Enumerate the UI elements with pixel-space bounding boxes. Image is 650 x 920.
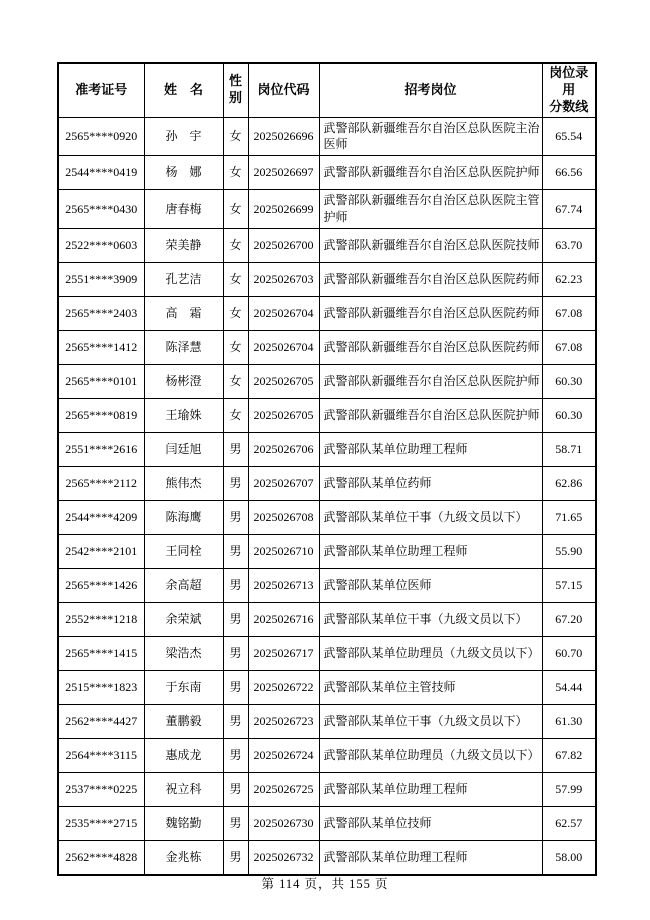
position-cell: 武警部队某单位助理员（九级文员以下）: [319, 738, 542, 772]
table-row: [58, 117, 596, 156]
table-row: [58, 156, 596, 190]
code-cell: 2025026717: [248, 636, 319, 670]
name-cell: 荣美静: [144, 228, 223, 262]
name-cell: 陈海鹰: [144, 500, 223, 534]
table-row: [58, 228, 596, 262]
position-cell: 武警部队某单位助理工程师: [319, 840, 542, 875]
gender-cell: 男: [223, 704, 248, 738]
code-cell: 2025026706: [248, 432, 319, 466]
position-cell: 武警部队某单位助理员（九级文员以下）: [319, 636, 542, 670]
position-cell: 武警部队新疆维吾尔自治区总队医院药师: [319, 296, 542, 330]
table-row: [58, 330, 596, 364]
position-cell: 武警部队某单位助理工程师: [319, 534, 542, 568]
name-cell: 杨彬澄: [144, 364, 223, 398]
score-table: [57, 62, 597, 876]
name-cell: 余荣斌: [144, 602, 223, 636]
score-cell: 67.74: [542, 190, 596, 229]
exam-no-cell: 2515****1823: [58, 670, 144, 704]
code-cell: 2025026713: [248, 568, 319, 602]
score-cell: 60.30: [542, 398, 596, 432]
code-cell: 2025026700: [248, 228, 319, 262]
name-cell: 王瑜姝: [144, 398, 223, 432]
exam-no-cell: 2562****4427: [58, 704, 144, 738]
code-cell: 2025026696: [248, 117, 319, 156]
name-cell: 熊伟杰: [144, 466, 223, 500]
code-cell: 2025026704: [248, 296, 319, 330]
col-header-gender-line1: 性: [228, 73, 242, 89]
gender-cell: 女: [223, 296, 248, 330]
code-cell: 2025026708: [248, 500, 319, 534]
exam-no-cell: 2565****0101: [58, 364, 144, 398]
score-cell: 57.99: [542, 772, 596, 806]
exam-no-cell: 2565****1412: [58, 330, 144, 364]
position-cell: 武警部队新疆维吾尔自治区总队医院技师: [319, 228, 542, 262]
gender-cell: 女: [223, 262, 248, 296]
table-row: [58, 840, 596, 875]
score-cell: 67.08: [542, 296, 596, 330]
score-cell: 60.70: [542, 636, 596, 670]
code-cell: 2025026710: [248, 534, 319, 568]
position-cell: 武警部队新疆维吾尔自治区总队医院护师: [319, 398, 542, 432]
table-row: [58, 534, 596, 568]
table-row: [58, 398, 596, 432]
name-cell: 于东南: [144, 670, 223, 704]
exam-no-cell: 2565****0920: [58, 117, 144, 156]
position-cell: 武警部队新疆维吾尔自治区总队医院主管护师: [319, 190, 542, 229]
exam-no-cell: 2522****0603: [58, 228, 144, 262]
code-cell: 2025026705: [248, 398, 319, 432]
name-cell: 高 霜: [144, 296, 223, 330]
gender-cell: 女: [223, 228, 248, 262]
col-header-gender: [223, 63, 248, 117]
position-cell: 武警部队某单位干事（九级文员以下）: [319, 704, 542, 738]
gender-cell: 男: [223, 534, 248, 568]
position-cell: 武警部队某单位助理工程师: [319, 772, 542, 806]
table-row: [58, 296, 596, 330]
table-row: [58, 262, 596, 296]
code-cell: 2025026723: [248, 704, 319, 738]
exam-no-cell: 2551****2616: [58, 432, 144, 466]
gender-cell: 男: [223, 670, 248, 704]
code-cell: 2025026704: [248, 330, 319, 364]
position-cell: 武警部队某单位主管技师: [319, 670, 542, 704]
score-cell: 67.20: [542, 602, 596, 636]
code-cell: 2025026725: [248, 772, 319, 806]
score-cell: 58.71: [542, 432, 596, 466]
exam-no-cell: 2565****0819: [58, 398, 144, 432]
name-cell: 金兆栋: [144, 840, 223, 875]
col-header-score-line1: 岗位录用: [549, 65, 589, 97]
position-cell: 武警部队某单位药师: [319, 466, 542, 500]
table-row: [58, 738, 596, 772]
exam-no-cell: 2565****1415: [58, 636, 144, 670]
exam-no-cell: 2535****2715: [58, 806, 144, 840]
exam-no-cell: 2544****0419: [58, 156, 144, 190]
gender-cell: 女: [223, 364, 248, 398]
table-header-row: [58, 63, 596, 117]
code-cell: 2025026732: [248, 840, 319, 875]
exam-no-cell: 2552****1218: [58, 602, 144, 636]
name-cell: 王同栓: [144, 534, 223, 568]
exam-no-cell: 2544****4209: [58, 500, 144, 534]
name-cell: 董鹏毅: [144, 704, 223, 738]
exam-no-cell: 2562****4828: [58, 840, 144, 875]
code-cell: 2025026716: [248, 602, 319, 636]
name-cell: 惠成龙: [144, 738, 223, 772]
col-header-code: 岗位代码: [248, 63, 319, 117]
exam-no-cell: 2565****2403: [58, 296, 144, 330]
name-cell: 杨 娜: [144, 156, 223, 190]
table-row: [58, 772, 596, 806]
score-cell: 54.44: [542, 670, 596, 704]
col-header-score: [542, 63, 596, 117]
table-row: [58, 806, 596, 840]
col-header-score-line2: 分数线: [549, 98, 589, 114]
name-cell: 孙 宇: [144, 117, 223, 156]
table-row: [58, 432, 596, 466]
score-cell: 62.23: [542, 262, 596, 296]
position-cell: 武警部队某单位医师: [319, 568, 542, 602]
code-cell: 2025026724: [248, 738, 319, 772]
name-cell: 梁浩杰: [144, 636, 223, 670]
position-cell: 武警部队某单位干事（九级文员以下）: [319, 602, 542, 636]
position-cell: 武警部队新疆维吾尔自治区总队医院护师: [319, 364, 542, 398]
position-cell: 武警部队新疆维吾尔自治区总队医院护师: [319, 156, 542, 190]
gender-cell: 女: [223, 156, 248, 190]
exam-no-cell: 2537****0225: [58, 772, 144, 806]
table-row: [58, 636, 596, 670]
gender-cell: 男: [223, 432, 248, 466]
col-header-gender-line2: 别: [228, 90, 242, 106]
gender-cell: 男: [223, 568, 248, 602]
score-cell: 58.00: [542, 840, 596, 875]
score-cell: 67.08: [542, 330, 596, 364]
col-header-position: 招考岗位: [319, 63, 542, 117]
score-cell: 63.70: [542, 228, 596, 262]
table-row: [58, 568, 596, 602]
gender-cell: 女: [223, 117, 248, 156]
name-cell: 闫廷旭: [144, 432, 223, 466]
code-cell: 2025026697: [248, 156, 319, 190]
name-cell: 陈泽慧: [144, 330, 223, 364]
score-cell: 61.30: [542, 704, 596, 738]
position-cell: 武警部队新疆维吾尔自治区总队医院药师: [319, 330, 542, 364]
exam-no-cell: 2565****2112: [58, 466, 144, 500]
position-cell: 武警部队新疆维吾尔自治区总队医院药师: [319, 262, 542, 296]
position-cell: 武警部队某单位干事（九级文员以下）: [319, 500, 542, 534]
gender-cell: 女: [223, 398, 248, 432]
position-cell: 武警部队新疆维吾尔自治区总队医院主治医师: [319, 117, 542, 156]
code-cell: 2025026722: [248, 670, 319, 704]
score-cell: 67.82: [542, 738, 596, 772]
table-row: [58, 500, 596, 534]
code-cell: 2025026730: [248, 806, 319, 840]
score-cell: 71.65: [542, 500, 596, 534]
table-body: [58, 117, 596, 875]
gender-cell: 男: [223, 738, 248, 772]
table-row: [58, 602, 596, 636]
page-footer: 第 114 页，共 155 页: [261, 877, 389, 891]
name-cell: 魏铭勤: [144, 806, 223, 840]
table-row: [58, 364, 596, 398]
gender-cell: 男: [223, 772, 248, 806]
code-cell: 2025026703: [248, 262, 319, 296]
gender-cell: 男: [223, 602, 248, 636]
score-cell: 62.86: [542, 466, 596, 500]
col-header-exam-no: 准考证号: [58, 63, 144, 117]
score-cell: 55.90: [542, 534, 596, 568]
exam-no-cell: 2551****3909: [58, 262, 144, 296]
table-row: [58, 190, 596, 229]
score-cell: 65.54: [542, 117, 596, 156]
name-cell: 唐春梅: [144, 190, 223, 229]
code-cell: 2025026705: [248, 364, 319, 398]
gender-cell: 女: [223, 190, 248, 229]
code-cell: 2025026699: [248, 190, 319, 229]
position-cell: 武警部队某单位助理工程师: [319, 432, 542, 466]
position-cell: 武警部队某单位技师: [319, 806, 542, 840]
exam-no-cell: 2564****3115: [58, 738, 144, 772]
score-cell: 57.15: [542, 568, 596, 602]
table-row: [58, 704, 596, 738]
gender-cell: 男: [223, 840, 248, 875]
name-cell: 余高超: [144, 568, 223, 602]
score-cell: 60.30: [542, 364, 596, 398]
score-cell: 66.56: [542, 156, 596, 190]
score-cell: 62.57: [542, 806, 596, 840]
table-row: [58, 466, 596, 500]
table-row: [58, 670, 596, 704]
code-cell: 2025026707: [248, 466, 319, 500]
col-header-name: 姓 名: [144, 63, 223, 117]
gender-cell: 女: [223, 330, 248, 364]
name-cell: 孔艺洁: [144, 262, 223, 296]
gender-cell: 男: [223, 636, 248, 670]
exam-no-cell: 2565****1426: [58, 568, 144, 602]
exam-no-cell: 2565****0430: [58, 190, 144, 229]
gender-cell: 男: [223, 806, 248, 840]
exam-no-cell: 2542****2101: [58, 534, 144, 568]
gender-cell: 男: [223, 466, 248, 500]
gender-cell: 男: [223, 500, 248, 534]
name-cell: 祝立科: [144, 772, 223, 806]
